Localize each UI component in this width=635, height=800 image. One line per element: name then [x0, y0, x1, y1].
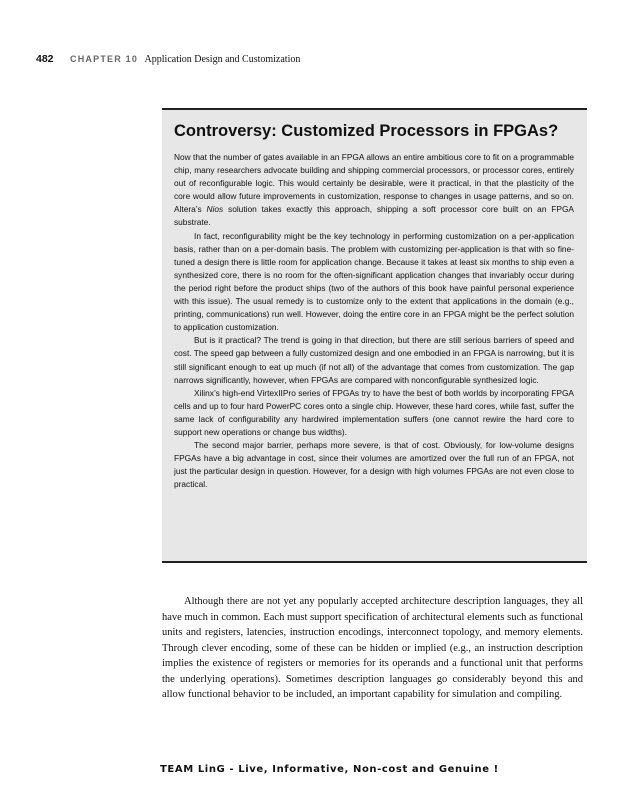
- sidebar-paragraph-1-text-b: solution takes exactly this approach, shipping a soft processor core built on an FPGA substrate.: [174, 204, 574, 228]
- body-paragraph: Although there are not yet any popularly accepted architecture description languages, they all have much in common. Each must support specification of architectural elements such as functional units and registers, latencies, instruction encodings, interconnect topology, and memory elements. Through clever encoding, some of these can be hidden or implied (e.g., an instruction description implies the existence of registers or memories for its operands and a functional unit that performs the underlying operations). Sometimes description languages go considerably beyond this and allow functional behavior to be included, an important capability for simulation and compiling.: [162, 596, 583, 700]
- sidebar-title: Controversy: Customized Processors in FPGAs?: [174, 122, 559, 140]
- controversy-sidebar: [162, 108, 587, 563]
- sidebar-paragraph-4: Xilinx’s high-end VirtexIIPro series of FPGAs try to have the best of both worlds by incorporating FPGA cells and up to four hard PowerPC cores onto a single chip. However, these hard cores, while fast, suffer the same lack of configurability any hardwired implementation suffers (one cannot rewire the hard core to support new operations or change bus widths).: [174, 387, 574, 437]
- nios-product-name: Nios: [206, 204, 224, 215]
- chapter-label: CHAPTER 10: [70, 54, 139, 64]
- running-head: [36, 53, 300, 65]
- sidebar-paragraph-2: In fact, reconfigurability might be the key technology in performing customization on a per-application basis, rather than on a per-domain basis. The problem with customizing per-application is that with so fine-tuned a design there is little room for application change. Because it takes at least six months to ship even a synthesized core, there is no room for the often-significant application changes that invariably occur during the period right before the product ships (two of the authors of this book have painful personal experience with this issue). The usual remedy is to customize only to the extent that applications in the domain (e.g., printing, communications) run well. However, doing the entire core in an FPGA might be the perfect solution to application customization.: [174, 230, 574, 333]
- body-text: [162, 594, 583, 703]
- sidebar-paragraph-5: The second major barrier, perhaps more severe, is that of cost. Obviously, for low-volume designs FPGAs have a big advantage in cost, since their volumes are amortized over the full run of an FPGA, not just the particular design in question. However, for a design with high volumes FPGAs are not even close to practical.: [174, 440, 574, 490]
- sidebar-paragraph-1: [174, 151, 574, 230]
- page-number: 482: [36, 53, 54, 65]
- sidebar-paragraph-3: But is it practical? The trend is going in that direction, but there are still serious barriers of speed and cost. The speed gap between a fully customized design and one embodied in an FPGA is narrowing, but it is still significant enough to eat up much (if not all) of the advantage that comes from customization. The gap narrows significantly, however, when FPGAs are compared with nonconfigurable synthesized logic.: [174, 335, 574, 385]
- sidebar-paragraph-1-text-a: Now that the number of gates available in an FPGA allows an entire ambitious core to fit on a programmable chip, many researchers advocate building and shipping commercial processors, or processor cores, entirely out of reconfigurable logic. This would certainly be desirable, were it practical, in that the plasticity of the core would allow future improvements in customization, response to changes in usage patterns, and so on. Altera’s: [174, 152, 574, 215]
- footer-watermark: TEAM LinG - Live, Informative, Non-cost and Genuine !: [160, 764, 499, 775]
- chapter-title: Application Design and Customization: [144, 54, 301, 65]
